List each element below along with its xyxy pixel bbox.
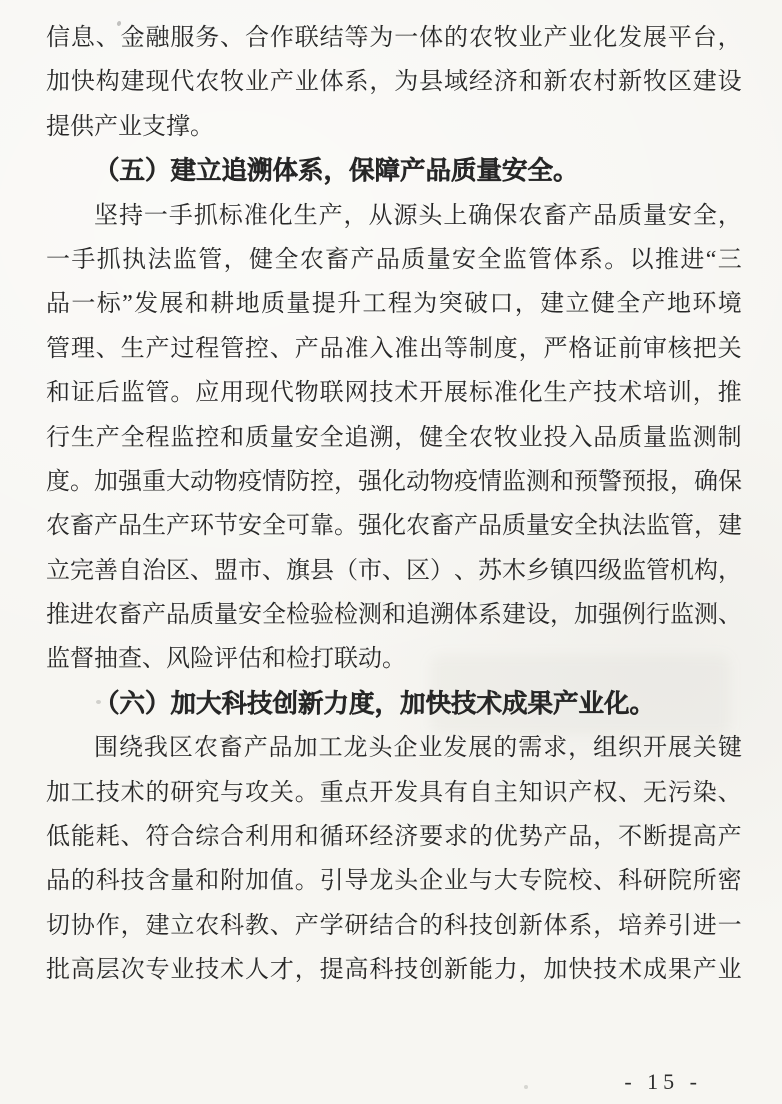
- text-line: 度 。 加 强 重 大 动 物 疫 情 防 控 ， 强 化 动 物 疫 情 监 测 和 预 警 预 报 ， 确 保: [46, 468, 742, 495]
- text-line: 品 的 科 技 含 量 和 附 加 值 。 引 导 龙 头 企 业 与 大 专 院 校 、 科 研 院 所 密: [46, 868, 742, 895]
- text-line: 批 高 层 次 专 业 技 术 人 才 ， 提 高 科 技 创 新 能 力 ， 加 快 技 术 成 果 产 业: [46, 957, 742, 984]
- section-heading: （五）建立追溯体系，保障产品质量安全。: [94, 156, 579, 186]
- page-number: - 15 -: [624, 1069, 702, 1094]
- section-heading: （六）加大科技创新力度，加快技术成果产业化。: [94, 688, 656, 718]
- text-line: 低 能 耗 、 符 合 综 合 利 用 和 循 环 经 济 要 求 的 优 势 产 品 ， 不 断 提 高 产: [46, 824, 742, 851]
- text-line: 管 理 、 生 产 过 程 管 控 、 产 品 准 入 准 出 等 制 度 ， 严 格 证 前 审 核 把 关: [46, 335, 742, 362]
- text-line: 推 进 农 畜 产 品 质 量 安 全 检 验 检 测 和 追 溯 体 系 建 设 ， 加 强 例 行 监 测 、: [46, 602, 742, 629]
- text-line: 提供产业支撑。: [46, 113, 214, 140]
- text-line: 品 一 标 ” 发 展 和 耕 地 质 量 提 升 工 程 为 突 破 口 ， 建 立 健 全 产 地 环 境: [46, 291, 742, 318]
- document-lines: [46, 16, 742, 993]
- text-line: 加 工 技 术 的 研 究 与 攻 关 。 重 点 开 发 具 有 自 主 知 识 产 权 、 无 污 染 、: [46, 779, 742, 806]
- scan-speck: [524, 1085, 528, 1089]
- text-line: 监督抽查、风险评估和检打联动。: [46, 646, 406, 673]
- scan-speck: [96, 700, 101, 704]
- text-line: 切 协 作 ， 建 立 农 科 教 、 产 学 研 结 合 的 科 技 创 新 体 系 ， 培 养 引 进 一: [46, 912, 742, 939]
- text-line: 信 息 、 金 融 服 务 、 合 作 联 结 等 为 一 体 的 农 牧 业 产 业 化 发 展 平 台 ，: [46, 25, 742, 51]
- text-line: 行 生 产 全 程 监 控 和 质 量 安 全 追 溯 ， 健 全 农 牧 业 投 入 品 质 量 监 测 制: [46, 424, 742, 451]
- text-line: 围 绕 我 区 农 畜 产 品 加 工 龙 头 企 业 发 展 的 需 求 ， 组 织 开 展 关 键: [94, 735, 742, 762]
- text-line: 和 证 后 监 管 。 应 用 现 代 物 联 网 技 术 开 展 标 准 化 生 产 技 术 培 训 ， 推: [46, 380, 742, 407]
- scan-speck: [90, 128, 93, 131]
- text-line: 坚 持 一 手 抓 标 准 化 生 产 ， 从 源 头 上 确 保 农 畜 产 品 质 量 安 全 ，: [94, 202, 742, 229]
- text-line: 一 手 抓 执 法 监 管 ， 健 全 农 畜 产 品 质 量 安 全 监 管 体 系 。 以 推 进 “ 三: [46, 246, 742, 273]
- text-line: 立 完 善 自 治 区 、 盟 市 、 旗 县 （ 市 、 区 ） 、 苏 木 乡 镇 四 级 监 管 机 构 ，: [46, 557, 742, 584]
- text-line: 农 畜 产 品 生 产 环 节 安 全 可 靠 。 强 化 农 畜 产 品 质 量 安 全 执 法 监 管 ， 建: [46, 513, 742, 540]
- text-line: 加 快 构 建 现 代 农 牧 业 产 业 体 系 ， 为 县 域 经 济 和 新 农 村 新 牧 区 建 设: [46, 69, 742, 96]
